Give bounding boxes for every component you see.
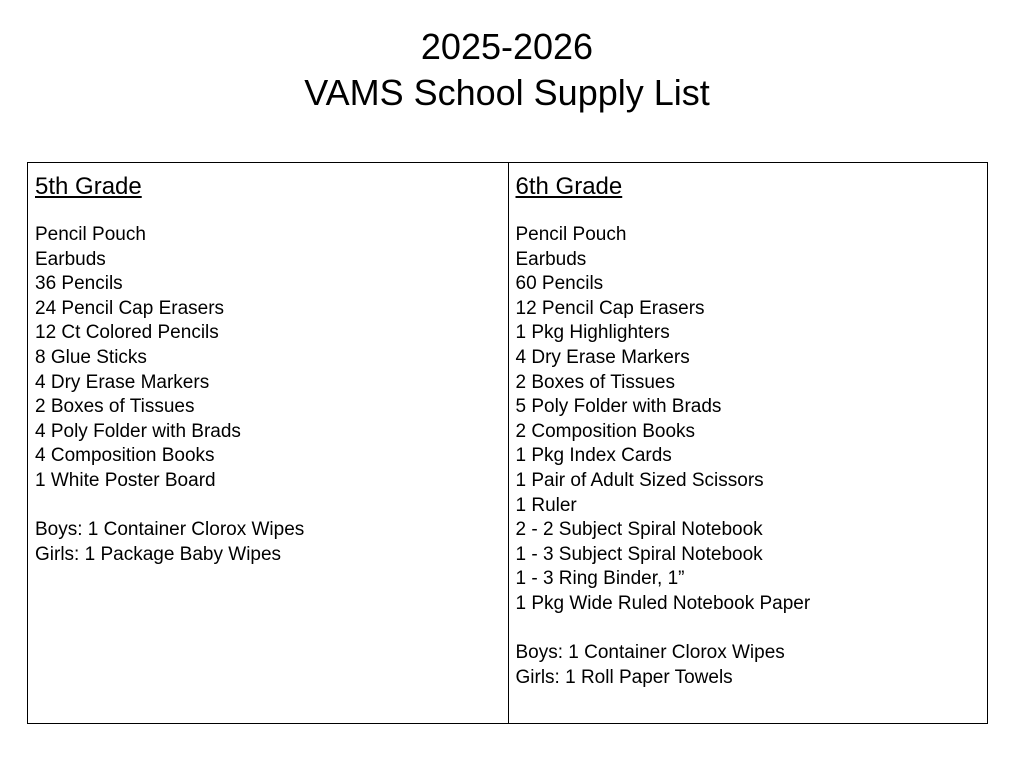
grade-6-item-list [516, 223, 982, 690]
list-item: 4 Dry Erase Markers [35, 371, 210, 393]
list-item: 8 Glue Sticks [35, 346, 147, 368]
grade-5-item-list [35, 223, 502, 567]
list-item: 1 Pair of Adult Sized Scissors [515, 469, 764, 491]
list-item: 1 Pkg Highlighters [515, 322, 670, 344]
list-item: Earbuds [35, 248, 106, 270]
list-item: 2 Boxes of Tissues [35, 396, 195, 418]
list-item: Pencil Pouch [35, 224, 146, 245]
list-item: 12 Pencil Cap Erasers [515, 297, 705, 319]
list-item: 12 Ct Colored Pencils [35, 322, 219, 344]
list-item: 4 Dry Erase Markers [515, 346, 690, 368]
grade-5-column [28, 163, 508, 723]
list-item: 1 - 3 Subject Spiral Notebook [515, 543, 763, 565]
list-item: 1 - 3 Ring Binder, 1” [515, 568, 685, 590]
list-item: 60 Pencils [515, 273, 604, 295]
boys-item: Boys: 1 Container Clorox Wipes [515, 642, 785, 664]
list-item: 4 Poly Folder with Brads [35, 420, 241, 442]
list-item: Earbuds [515, 248, 587, 270]
list-item: 2 Boxes of Tissues [515, 371, 675, 393]
list-item: 2 - 2 Subject Spiral Notebook [515, 519, 763, 541]
grade-6-column [508, 163, 988, 723]
list-item: 1 Pkg Index Cards [515, 445, 672, 467]
spacer [516, 617, 982, 642]
boys-item: Boys: 1 Container Clorox Wipes [35, 519, 305, 541]
spacer [35, 494, 502, 519]
list-item: 4 Composition Books [35, 445, 215, 467]
list-item: 1 White Poster Board [35, 469, 216, 491]
grade-5-heading: 5th Grade [35, 173, 142, 200]
supply-table [27, 162, 988, 724]
document-header [0, 24, 1014, 116]
list-item: 1 Ruler [515, 494, 577, 516]
list-item: 1 Pkg Wide Ruled Notebook Paper [515, 592, 811, 614]
list-item: Pencil Pouch [515, 224, 627, 245]
school-year: 2025-2026 [420, 26, 594, 67]
girls-item: Girls: 1 Roll Paper Towels [515, 666, 733, 688]
girls-item: Girls: 1 Package Baby Wipes [35, 543, 282, 565]
list-item: 36 Pencils [35, 273, 123, 295]
list-item: 24 Pencil Cap Erasers [35, 297, 225, 319]
list-item: 2 Composition Books [515, 420, 696, 442]
grade-6-heading: 6th Grade [515, 173, 623, 200]
page-title: VAMS School Supply List [304, 72, 710, 113]
list-item: 5 Poly Folder with Brads [515, 396, 722, 418]
